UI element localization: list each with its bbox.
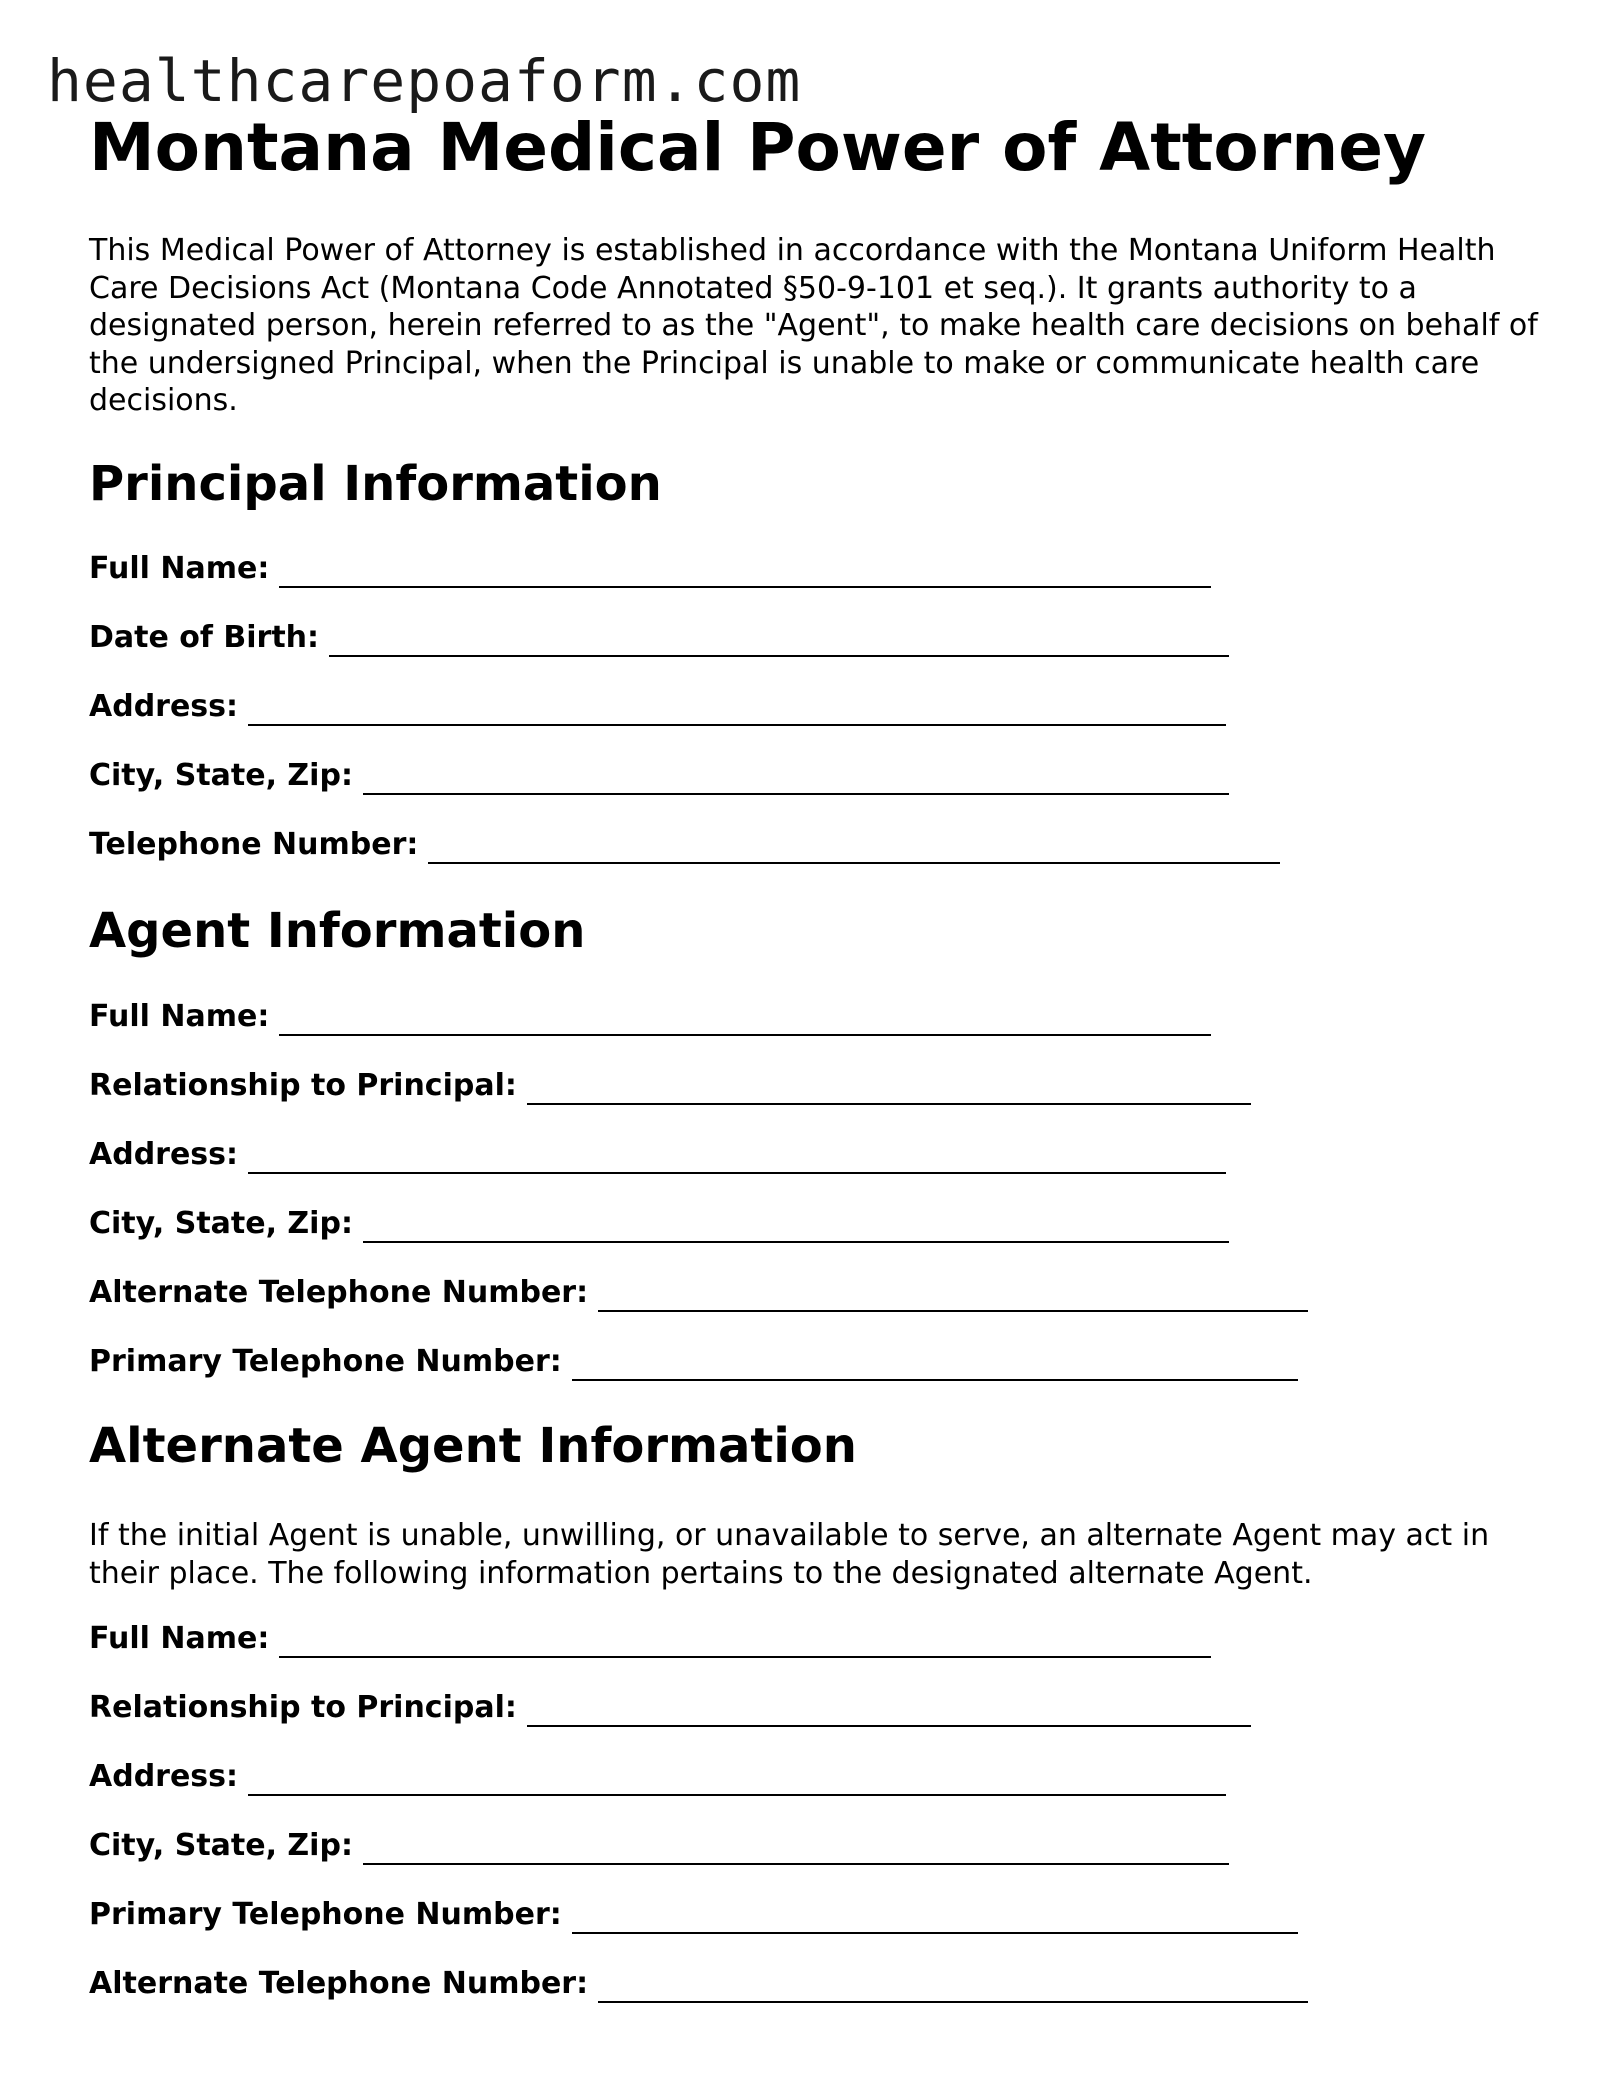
agent-city-state-zip-line[interactable] (363, 1211, 1229, 1243)
principal-telephone-field (89, 824, 1280, 864)
principal-telephone-line[interactable] (428, 832, 1280, 864)
agent-address-line[interactable] (248, 1142, 1226, 1174)
field-label: City, State, Zip: (89, 1206, 353, 1241)
alt-agent-full-name-field (89, 1618, 1211, 1658)
field-label: Full Name: (89, 999, 270, 1034)
principal-city-state-zip-field (89, 755, 1229, 795)
agent-full-name-field (89, 996, 1211, 1036)
principal-address-field (89, 686, 1226, 726)
field-label: Primary Telephone Number: (89, 1897, 562, 1932)
agent-full-name-line[interactable] (279, 1004, 1211, 1036)
agent-relationship-field (89, 1065, 1251, 1105)
alt-agent-alt-telephone-field (89, 1963, 1308, 2003)
field-label: Full Name: (89, 1621, 270, 1656)
field-label: Telephone Number: (89, 827, 419, 862)
principal-full-name-line[interactable] (279, 556, 1211, 588)
agent-address-field (89, 1134, 1226, 1174)
agent-section-heading: Agent Information (89, 903, 586, 959)
alt-agent-relationship-line[interactable] (527, 1695, 1251, 1727)
principal-dob-field (89, 617, 1229, 657)
field-label: City, State, Zip: (89, 1828, 353, 1863)
field-label: City, State, Zip: (89, 758, 353, 793)
alt-agent-primary-telephone-line[interactable] (572, 1902, 1298, 1934)
alt-agent-city-state-zip-field (89, 1825, 1229, 1865)
alt-agent-address-line[interactable] (248, 1764, 1226, 1796)
alt-agent-relationship-field (89, 1687, 1251, 1727)
agent-city-state-zip-field (89, 1203, 1229, 1243)
agent-relationship-line[interactable] (527, 1073, 1251, 1105)
principal-address-line[interactable] (248, 694, 1226, 726)
alt-agent-full-name-line[interactable] (279, 1626, 1211, 1658)
field-label: Relationship to Principal: (89, 1690, 517, 1725)
field-label: Address: (89, 1137, 239, 1172)
principal-city-state-zip-line[interactable] (363, 763, 1229, 795)
agent-alt-telephone-line[interactable] (598, 1280, 1308, 1312)
agent-alt-telephone-field (89, 1272, 1308, 1312)
field-label: Relationship to Principal: (89, 1068, 517, 1103)
alternate-agent-section-heading: Alternate Agent Information (89, 1418, 857, 1474)
field-label: Address: (89, 689, 239, 724)
agent-primary-telephone-field (89, 1341, 1298, 1381)
alt-agent-alt-telephone-line[interactable] (598, 1971, 1308, 2003)
site-watermark: healthcarepoaform.com (47, 47, 802, 115)
field-label: Alternate Telephone Number: (89, 1275, 589, 1310)
alt-agent-primary-telephone-field (89, 1894, 1298, 1934)
alt-agent-city-state-zip-line[interactable] (363, 1833, 1229, 1865)
field-label: Date of Birth: (89, 620, 320, 655)
principal-dob-line[interactable] (329, 625, 1229, 657)
intro-paragraph: This Medical Power of Attorney is established in accordance with the Montana Uniform Health Care Decisions Act (Montana Code Annotated §50-9-101 et seq.). It grants authority to a designated person, herein referred to as the "Agent", to make health care decisions on behalf of the undersigned Principal, when the Principal is unable to make or communicate health care decisions. (89, 233, 1538, 418)
agent-primary-telephone-line[interactable] (572, 1349, 1298, 1381)
field-label: Alternate Telephone Number: (89, 1966, 589, 2001)
alternate-agent-intro: If the initial Agent is unable, unwilling, or unavailable to serve, an alternate Agent may act in their place. The following information pertains to the designated alternate Agent. (89, 1518, 1490, 1591)
principal-full-name-field (89, 548, 1211, 588)
alt-agent-address-field (89, 1756, 1226, 1796)
field-label: Address: (89, 1759, 239, 1794)
field-label: Full Name: (89, 551, 270, 586)
principal-section-heading: Principal Information (89, 456, 662, 512)
document-title: Montana Medical Power of Attorney (89, 109, 1427, 186)
field-label: Primary Telephone Number: (89, 1344, 562, 1379)
